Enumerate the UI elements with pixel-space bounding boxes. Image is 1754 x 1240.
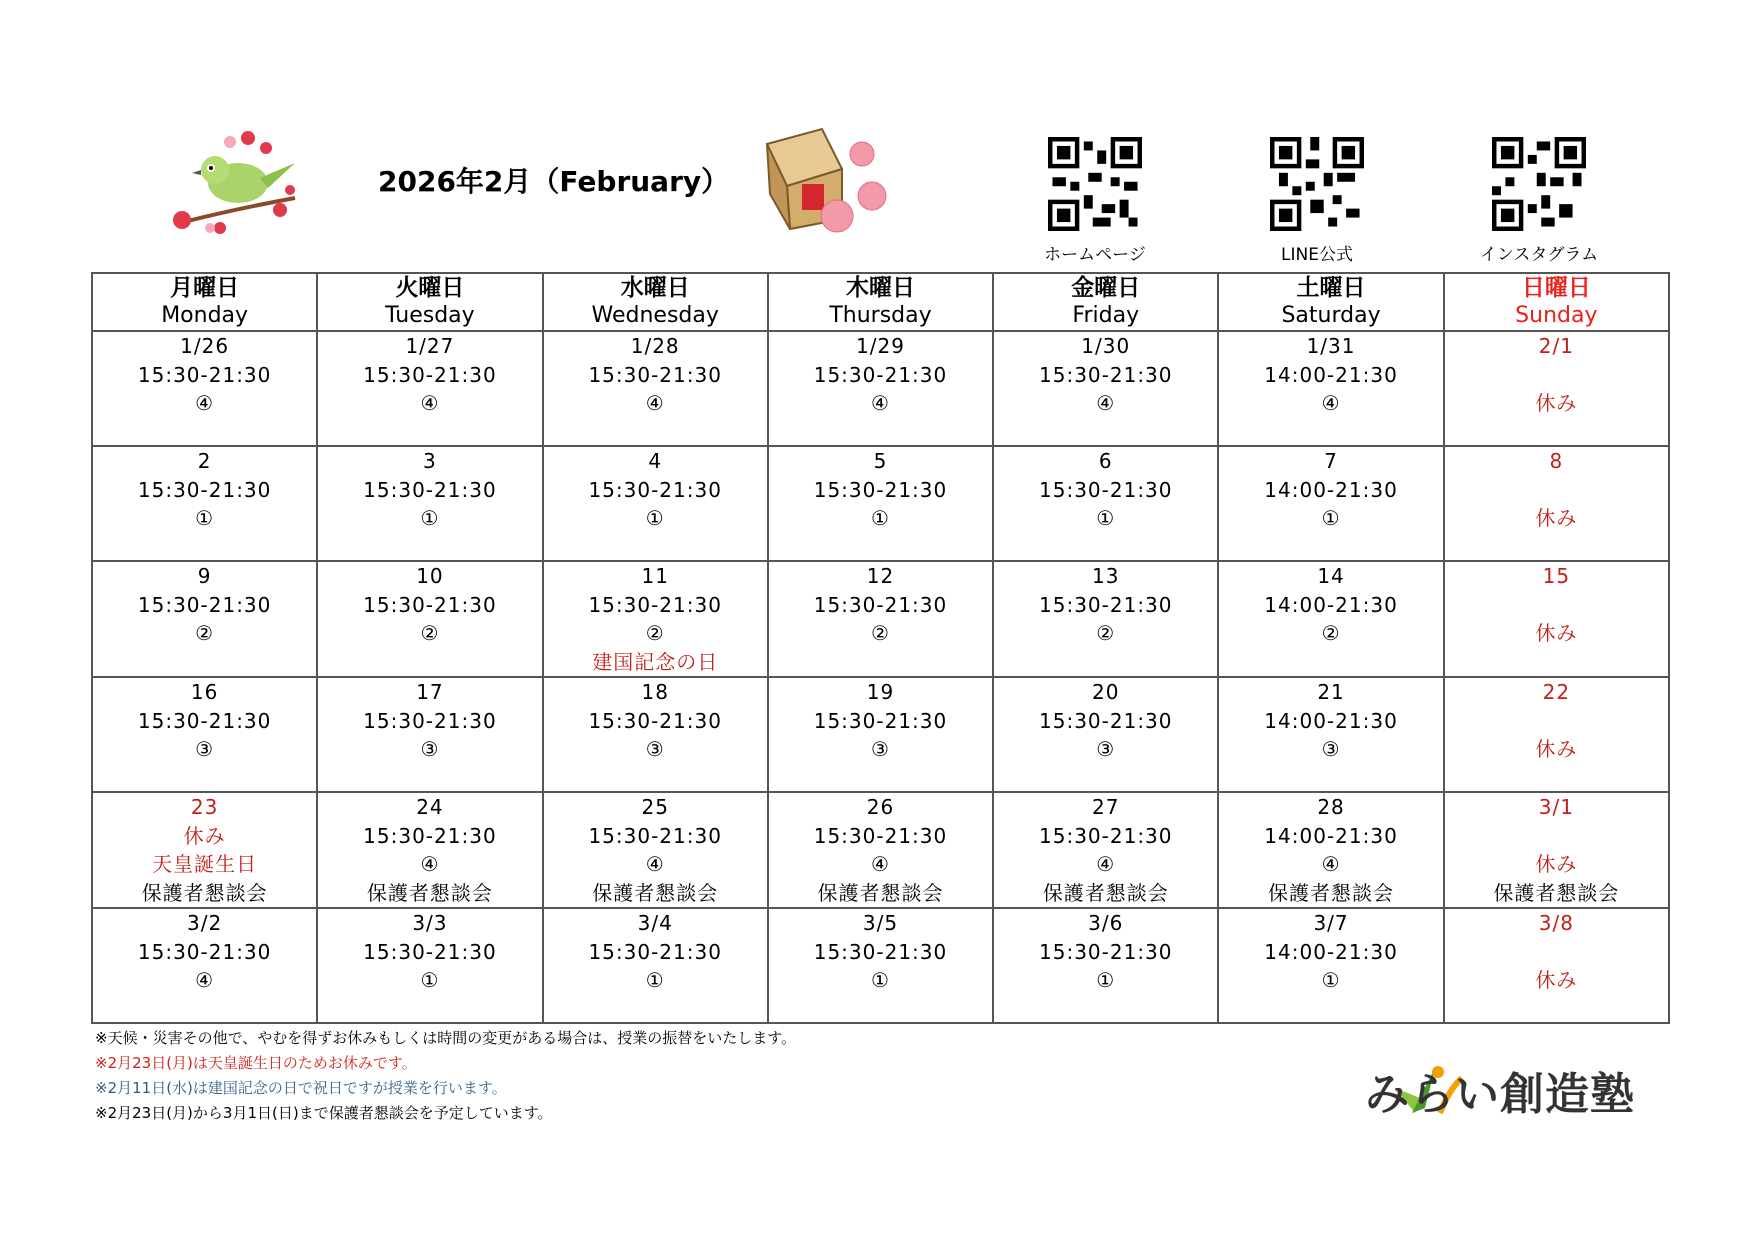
day-time: 15:30-21:30 xyxy=(813,592,948,617)
weekday-header-monday: 月曜日 Monday xyxy=(92,273,317,331)
day-mark: ② xyxy=(195,621,215,645)
day-time: 15:30-21:30 xyxy=(588,362,722,387)
calendar-day-cell xyxy=(768,908,993,1023)
footnote: ※2月23日(月)から3月1日(日)まで保護者懇談会を予定しています。 xyxy=(95,1104,553,1122)
day-mark: ① xyxy=(645,968,665,992)
calendar-day-cell xyxy=(317,561,542,677)
day-time: 15:30-21:30 xyxy=(137,477,272,502)
day-mark: ② xyxy=(645,621,665,645)
day-time: 15:30-21:30 xyxy=(588,939,722,964)
qr-code-icon[interactable] xyxy=(1270,137,1364,231)
qr-code-icon[interactable] xyxy=(1492,137,1586,231)
day-mark: ① xyxy=(1321,968,1341,992)
day-mark: ④ xyxy=(195,391,215,415)
day-date: 1/28 xyxy=(630,334,680,358)
day-mark: ① xyxy=(1096,506,1116,530)
day-date: 3/2 xyxy=(187,911,223,935)
calendar-day-cell xyxy=(317,792,542,908)
day-date: 3/1 xyxy=(1538,795,1574,819)
calendar-week-row xyxy=(92,331,1669,446)
day-date: 20 xyxy=(1092,680,1120,704)
day-time: 15:30-21:30 xyxy=(137,939,272,964)
day-note2: 保護者懇談会 xyxy=(141,880,268,905)
day-time xyxy=(1445,361,1668,390)
day-time: 14:00-21:30 xyxy=(1264,939,1398,964)
weekday-header-wednesday: 水曜日 Wednesday xyxy=(543,273,768,331)
day-time: 15:30-21:30 xyxy=(363,939,497,964)
day-date: 27 xyxy=(1092,795,1120,819)
day-time: 14:00-21:30 xyxy=(1264,708,1398,733)
day-date: 12 xyxy=(866,564,895,588)
day-time: 14:00-21:30 xyxy=(1264,362,1398,387)
calendar-day-cell xyxy=(993,561,1218,677)
day-date: 22 xyxy=(1542,680,1571,704)
day-date: 19 xyxy=(866,680,895,704)
day-date: 9 xyxy=(197,564,212,588)
day-time: 14:00-21:30 xyxy=(1264,477,1398,502)
calendar-day-cell xyxy=(1444,677,1669,792)
day-time: 15:30-21:30 xyxy=(363,592,497,617)
day-mark: ④ xyxy=(195,968,215,992)
day-date: 2/1 xyxy=(1538,334,1574,358)
day-mark: ① xyxy=(871,968,890,992)
day-time: 15:30-21:30 xyxy=(588,823,722,848)
day-mark: ④ xyxy=(420,391,440,415)
footnote: ※2月23日(月)は天皇誕生日のためお休みです。 xyxy=(95,1054,417,1072)
day-note2: 保護者懇談会 xyxy=(366,880,493,905)
day-mark: ④ xyxy=(1321,852,1341,876)
footnote: ※天候・災害その他で、やむを得ずお休みもしくは時間の変更がある場合は、授業の振替をいたします。 xyxy=(95,1029,797,1047)
day-date: 2 xyxy=(197,449,212,473)
day-mark: ① xyxy=(1321,506,1341,530)
calendar-day-cell xyxy=(993,908,1218,1023)
day-note2: 保護者懇談会 xyxy=(1042,880,1169,905)
day-date: 23 xyxy=(190,795,219,819)
day-time: 14:00-21:30 xyxy=(1264,592,1398,617)
day-date: 18 xyxy=(641,680,669,704)
day-note: 建国記念の日 xyxy=(592,649,719,674)
calendar-day-cell xyxy=(993,792,1218,908)
calendar-day-cell xyxy=(543,677,768,792)
day-date: 24 xyxy=(416,795,444,819)
day-mark: ④ xyxy=(1321,391,1341,415)
calendar-day-cell xyxy=(768,792,993,908)
calendar-week-row xyxy=(92,446,1669,561)
weekday-header-thursday: 木曜日 Thursday xyxy=(768,273,993,331)
footnote: ※2月11日(水)は建国記念の日で祝日ですが授業を行います。 xyxy=(95,1079,507,1097)
day-mark: 休み xyxy=(1535,968,1578,992)
calendar-day-cell xyxy=(768,331,993,446)
day-date: 1/29 xyxy=(856,334,905,358)
day-mark: ④ xyxy=(871,391,890,415)
calendar-day-cell xyxy=(92,677,317,792)
day-mark: ③ xyxy=(1096,737,1116,761)
calendar-day-cell xyxy=(1444,908,1669,1023)
calendar-day-cell xyxy=(543,561,768,677)
day-time xyxy=(1445,591,1668,620)
calendar-day-cell xyxy=(317,446,542,561)
weekday-header-sunday: 日曜日 Sunday xyxy=(1444,273,1669,331)
day-mark: ② xyxy=(1321,621,1341,645)
day-time: 15:30-21:30 xyxy=(1039,592,1173,617)
calendar-day-cell xyxy=(768,446,993,561)
day-mark: 天皇誕生日 xyxy=(152,852,258,876)
day-time: 15:30-21:30 xyxy=(1039,362,1173,387)
day-date: 1/27 xyxy=(405,334,455,358)
day-time: 15:30-21:30 xyxy=(137,708,272,733)
day-mark: 休み xyxy=(1535,621,1578,645)
day-date: 3/8 xyxy=(1538,911,1574,935)
day-time: 15:30-21:30 xyxy=(1039,823,1173,848)
day-date: 4 xyxy=(648,449,663,473)
day-time xyxy=(1445,938,1668,967)
day-mark: ④ xyxy=(645,391,665,415)
day-date: 6 xyxy=(1098,449,1113,473)
day-mark: ① xyxy=(420,968,440,992)
day-date: 28 xyxy=(1317,795,1345,819)
day-mark: ① xyxy=(1096,968,1116,992)
calendar-table xyxy=(91,272,1670,1024)
day-time: 15:30-21:30 xyxy=(813,708,948,733)
day-time: 15:30-21:30 xyxy=(588,708,722,733)
day-mark: ① xyxy=(645,506,665,530)
calendar-day-cell xyxy=(768,677,993,792)
calendar-week-row xyxy=(92,908,1669,1023)
day-time: 15:30-21:30 xyxy=(813,823,948,848)
day-date: 13 xyxy=(1092,564,1120,588)
day-time: 15:30-21:30 xyxy=(363,823,497,848)
calendar-week-row xyxy=(92,561,1669,677)
calendar-day-cell xyxy=(1218,561,1443,677)
calendar-day-cell xyxy=(92,331,317,446)
bird-plum-illustration xyxy=(170,128,310,238)
day-date: 3/3 xyxy=(412,911,448,935)
footnotes xyxy=(95,1026,796,1126)
calendar-day-cell xyxy=(543,792,768,908)
calendar-day-cell xyxy=(1444,446,1669,561)
day-time: 15:30-21:30 xyxy=(363,477,497,502)
calendar-day-cell xyxy=(543,446,768,561)
day-time: 15:30-21:30 xyxy=(813,939,948,964)
calendar-day-cell xyxy=(92,446,317,561)
day-mark: ③ xyxy=(420,737,440,761)
day-mark: ① xyxy=(871,506,890,530)
day-time: 15:30-21:30 xyxy=(363,708,497,733)
day-mark: ④ xyxy=(645,852,665,876)
calendar-day-cell xyxy=(993,331,1218,446)
day-time: 15:30-21:30 xyxy=(588,477,722,502)
day-time: 15:30-21:30 xyxy=(813,362,948,387)
calendar-day-cell xyxy=(1218,792,1443,908)
day-date: 1/31 xyxy=(1306,334,1356,358)
weekday-header-saturday: 土曜日 Saturday xyxy=(1218,273,1443,331)
calendar-day-cell xyxy=(317,677,542,792)
calendar-day-cell xyxy=(1218,446,1443,561)
qr-label-homepage: ホームページ xyxy=(1044,245,1146,265)
day-mark: ② xyxy=(871,621,890,645)
masu-plum-illustration xyxy=(762,124,892,239)
day-mark: ④ xyxy=(1096,852,1116,876)
day-note2: 保護者懇談会 xyxy=(1493,880,1620,905)
calendar-week-row xyxy=(92,792,1669,908)
day-date: 14 xyxy=(1317,564,1345,588)
day-date: 3/4 xyxy=(637,911,673,935)
qr-label-instagram: インスタグラム xyxy=(1479,245,1599,265)
day-mark: ④ xyxy=(420,852,440,876)
weekday-header-tuesday: 火曜日 Tuesday xyxy=(317,273,542,331)
calendar-day-cell xyxy=(1218,908,1443,1023)
day-mark: ② xyxy=(1096,621,1116,645)
calendar-day-cell xyxy=(1218,331,1443,446)
day-date: 5 xyxy=(873,449,888,473)
day-time xyxy=(1445,476,1668,505)
day-date: 1/30 xyxy=(1081,334,1131,358)
day-time: 休み xyxy=(183,823,226,848)
day-date: 8 xyxy=(1549,449,1564,473)
calendar-day-cell xyxy=(993,677,1218,792)
day-date: 10 xyxy=(416,564,444,588)
day-mark: 休み xyxy=(1535,737,1578,761)
day-date: 25 xyxy=(641,795,669,819)
day-mark: 休み xyxy=(1535,391,1578,415)
day-time: 15:30-21:30 xyxy=(1039,708,1173,733)
weekday-header-friday: 金曜日 Friday xyxy=(993,273,1218,331)
day-mark: ③ xyxy=(1321,737,1341,761)
day-time: 15:30-21:30 xyxy=(1039,477,1173,502)
day-mark: ③ xyxy=(871,737,890,761)
calendar-day-cell xyxy=(1444,331,1669,446)
day-date: 3 xyxy=(423,449,437,473)
day-mark: 休み xyxy=(1535,506,1578,530)
day-mark: ③ xyxy=(195,737,215,761)
day-date: 17 xyxy=(416,680,444,704)
qr-label-line: LINE公式 xyxy=(1281,245,1353,265)
calendar-day-cell xyxy=(1218,677,1443,792)
day-date: 7 xyxy=(1324,449,1338,473)
weekday-header-row xyxy=(92,273,1669,331)
day-date: 21 xyxy=(1317,680,1345,704)
calendar-day-cell xyxy=(92,908,317,1023)
day-note2: 保護者懇談会 xyxy=(817,880,944,905)
day-mark: ③ xyxy=(645,737,665,761)
day-time: 15:30-21:30 xyxy=(813,477,948,502)
day-time: 15:30-21:30 xyxy=(137,362,272,387)
page-title: 2026年2月（February） xyxy=(378,165,730,198)
day-time xyxy=(1445,822,1668,851)
calendar-day-cell xyxy=(92,792,317,908)
day-mark: 休み xyxy=(1535,852,1578,876)
calendar-week-row xyxy=(92,677,1669,792)
day-date: 11 xyxy=(641,564,669,588)
day-time: 15:30-21:30 xyxy=(137,592,272,617)
day-date: 3/5 xyxy=(862,911,899,935)
calendar-day-cell xyxy=(317,908,542,1023)
calendar-day-cell xyxy=(317,331,542,446)
day-note2: 保護者懇談会 xyxy=(1268,880,1395,905)
day-time: 15:30-21:30 xyxy=(1039,939,1173,964)
qr-code-icon[interactable] xyxy=(1048,137,1142,231)
day-mark: ④ xyxy=(871,852,890,876)
day-date: 15 xyxy=(1542,564,1571,588)
day-time: 14:00-21:30 xyxy=(1264,823,1398,848)
day-mark: ① xyxy=(420,506,440,530)
day-mark: ② xyxy=(420,621,440,645)
day-time: 15:30-21:30 xyxy=(588,592,722,617)
day-note2: 保護者懇談会 xyxy=(592,880,719,905)
day-date: 3/6 xyxy=(1088,911,1124,935)
day-date: 3/7 xyxy=(1313,911,1349,935)
day-time xyxy=(1445,707,1668,736)
calendar-day-cell xyxy=(1444,561,1669,677)
day-time: 15:30-21:30 xyxy=(363,362,497,387)
day-date: 1/26 xyxy=(180,334,230,358)
school-logo-text: みらい創造塾 xyxy=(1365,1069,1635,1120)
calendar-day-cell xyxy=(543,908,768,1023)
day-date: 26 xyxy=(866,795,895,819)
calendar-day-cell xyxy=(92,561,317,677)
day-mark: ④ xyxy=(1096,391,1116,415)
calendar-day-cell xyxy=(768,561,993,677)
day-date: 16 xyxy=(190,680,219,704)
calendar-day-cell xyxy=(1444,792,1669,908)
calendar-day-cell xyxy=(543,331,768,446)
calendar-day-cell xyxy=(993,446,1218,561)
day-mark: ① xyxy=(195,506,215,530)
